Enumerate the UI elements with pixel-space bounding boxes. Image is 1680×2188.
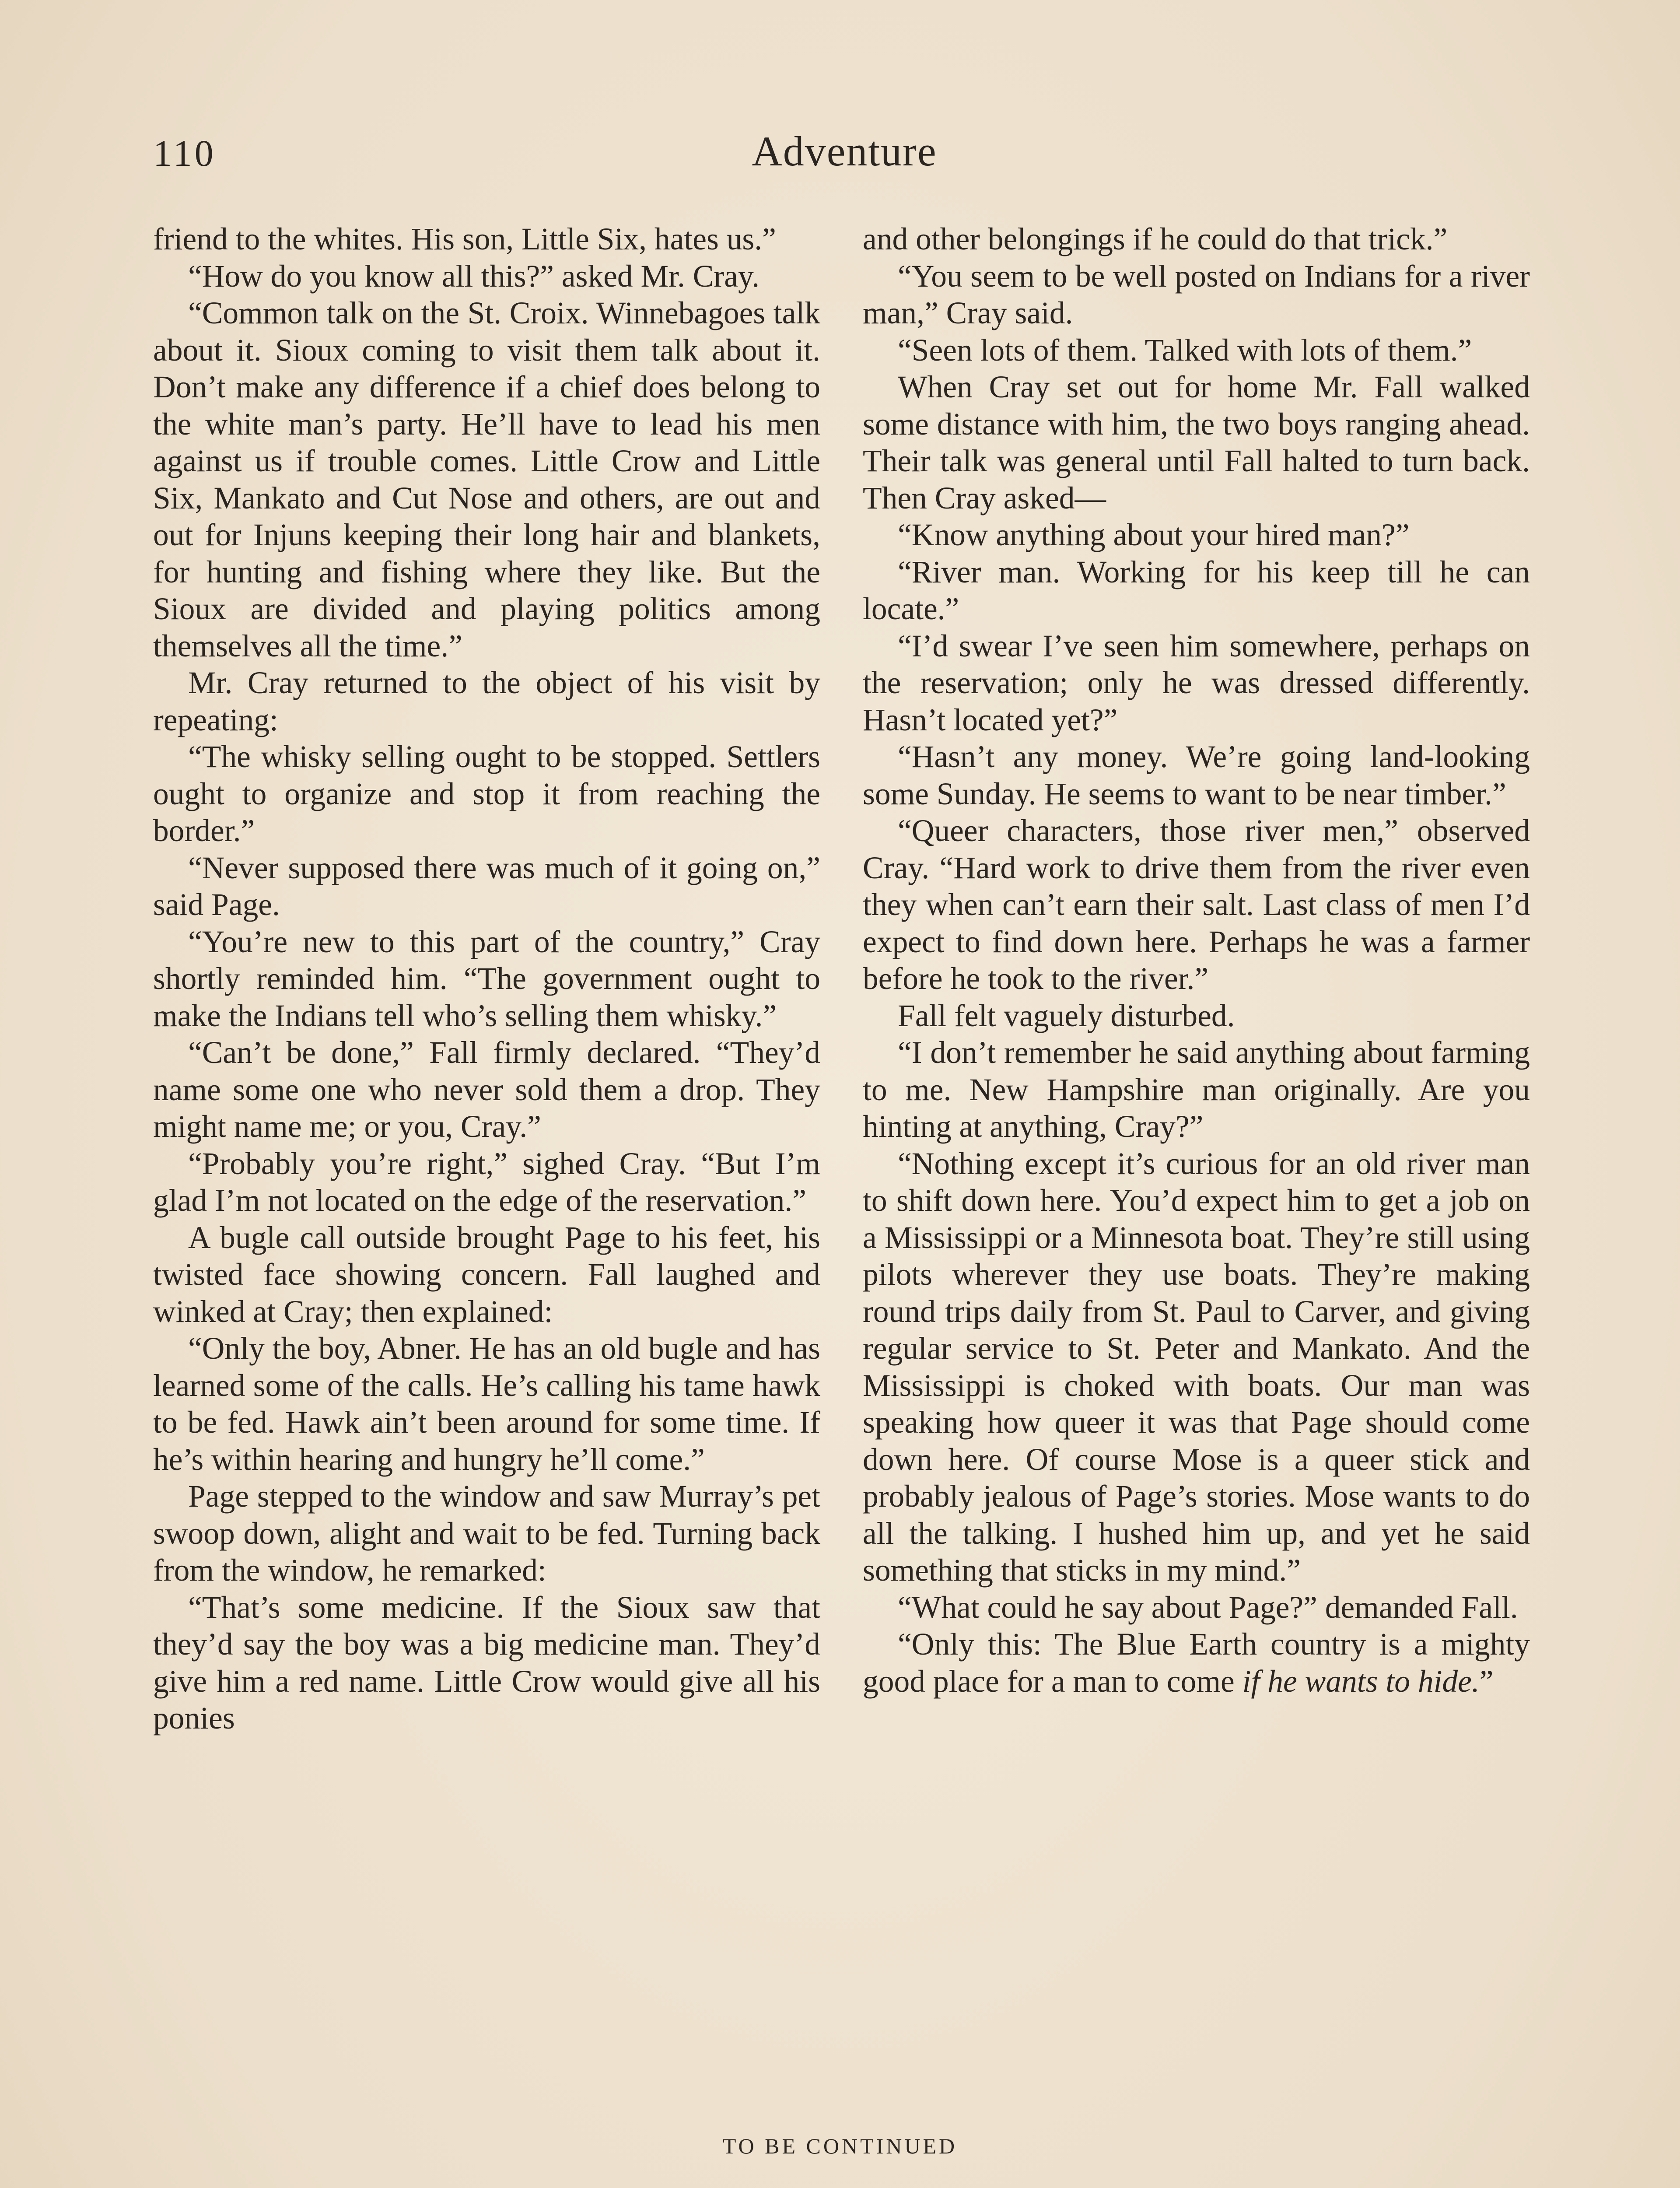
right-column-paragraph (863, 1034, 1530, 1146)
paragraph-text: “River man. Working for his keep till he can locate.” (863, 554, 1530, 626)
paragraph-text: When Cray set out for home Mr. Fall walked some distance with him, the two boys ranging ahead. Their talk was general until Fall halted to turn back. Then Cray asked— (863, 370, 1530, 515)
paragraph-text: “Only this: The Blue Earth country is a mighty good place for a man to come (863, 1627, 1530, 1699)
paragraph-text: Page stepped to the window and saw Murray’s pet swoop down, alight and wait to be fed. Turning back from the window, he remarked: (153, 1479, 820, 1588)
paragraph-text: “You seem to be well posted on Indians for a river man,” Cray said. (863, 259, 1530, 330)
right-column-paragraph (863, 1146, 1530, 1589)
paragraph-text: “What could he say about Page?” demanded Fall. (898, 1590, 1518, 1625)
left-column-paragraph (153, 221, 820, 258)
right-column-paragraph (863, 628, 1530, 739)
right-column-paragraph (863, 369, 1530, 517)
paragraph-text: “You’re new to this part of the country,” Cray shortly reminded him. “The government ought to make the Indians tell who’s selling them whisky.” (153, 924, 820, 1033)
paragraph-text: and other belongings if he could do that trick.” (863, 222, 1448, 256)
paragraph-text: “I don’t remember he said anything about farming to me. New Hampshire man originally. Are you hinting at anything, Cray?” (863, 1035, 1530, 1144)
paragraph-text: “Probably you’re right,” sighed Cray. “But I’m glad I’m not located on the edge of the reservation.” (153, 1146, 820, 1218)
left-text-column (153, 221, 820, 1737)
paragraph-text: “Nothing except it’s curious for an old river man to shift down here. You’d expect him to get a job on a Mississippi or a Minnesota boat. They’re still using pilots wherever they use boats. They’re making round trips daily from St. Paul to Carver, and giving regular service to St. Peter and Mankato. And the Mississippi is choked with boats. Our man was speaking how queer it was that Page should come down here. Of course Mose is a queer stick and probably jealous of Page’s stories. Mose wants to do all the talking. I hushed him up, and yet he said something that sticks in my mind.” (863, 1146, 1530, 1588)
paragraph-text: “Seen lots of them. Talked with lots of them.” (898, 333, 1472, 368)
page-number: 110 (153, 132, 216, 174)
paragraph-text: A bugle call outside brought Page to his feet, his twisted face showing concern. Fall laughed and winked at Cray; then explained: (153, 1220, 820, 1329)
right-column-paragraph (863, 998, 1530, 1035)
paragraph-closing-quote: ” (1479, 1664, 1494, 1699)
paragraph-text: Fall felt vaguely disturbed. (898, 998, 1235, 1033)
left-column-paragraph (153, 1478, 820, 1589)
right-column-paragraph (863, 258, 1530, 332)
paragraph-text: “Hasn’t any money. We’re going land-looking some Sunday. He seems to want to be near timber.” (863, 740, 1530, 811)
right-column-paragraph (863, 221, 1530, 258)
left-column-paragraph (153, 1330, 820, 1478)
paragraph-text: “The whisky selling ought to be stopped. Settlers ought to organize and stop it from reaching the border.” (153, 740, 820, 848)
right-column-paragraph (863, 739, 1530, 813)
paragraph-text: “Can’t be done,” Fall firmly declared. “They’d name some one who never sold them a drop. They might name me; or you, Cray.” (153, 1035, 820, 1144)
running-title: Adventure (752, 128, 937, 175)
paragraph-italic-text: if he wants to hide. (1242, 1664, 1480, 1699)
right-column-paragraph (863, 1626, 1530, 1700)
paragraph-text: friend to the whites. His son, Little Six, hates us.” (153, 222, 776, 256)
paragraph-text: “Common talk on the St. Croix. Winnebagoes talk about it. Sioux coming to visit them talk about it. Don’t make any difference if a chief does belong to the white man’s party. He’ll have to lead his men against us if trouble comes. Little Crow and Little Six, Mankato and Cut Nose and others, are out and out for Injuns keeping their long hair and blankets, for hunting and fishing where they like. But the Sioux are divided and playing politics among themselves all the time.” (153, 296, 820, 663)
right-column-paragraph (863, 813, 1530, 998)
paragraph-text: “Only the boy, Abner. He has an old bugle and has learned some of the calls. He’s calling his tame hawk to be fed. Hawk ain’t been around for some time. If he’s within hearing and hungry he’ll come.” (153, 1331, 820, 1477)
right-column-paragraph (863, 332, 1530, 369)
left-column-paragraph (153, 850, 820, 924)
left-column-paragraph (153, 1220, 820, 1331)
to-be-continued: TO BE CONTINUED (722, 2134, 958, 2158)
left-column-paragraph (153, 1146, 820, 1220)
left-column-paragraph (153, 1034, 820, 1146)
paragraph-text: “How do you know all this?” asked Mr. Cray. (188, 259, 760, 294)
left-column-paragraph (153, 1589, 820, 1737)
page-header (153, 127, 1536, 188)
right-column-paragraph (863, 1589, 1530, 1627)
right-text-column (863, 221, 1530, 1700)
paragraph-text: “Queer characters, those river men,” observed Cray. “Hard work to drive them from the river even they when can’t earn their salt. Last class of men I’d expect to find down here. Perhaps he was a farmer before he took to the river.” (863, 813, 1530, 996)
left-column-paragraph (153, 739, 820, 850)
paragraph-text: Mr. Cray returned to the object of his visit by repeating: (153, 666, 820, 737)
right-column-paragraph (863, 554, 1530, 628)
right-column-paragraph (863, 517, 1530, 554)
left-column-paragraph (153, 924, 820, 1035)
paragraph-text: “I’d swear I’ve seen him somewhere, perhaps on the reservation; only he was dressed differently. Hasn’t located yet?” (863, 628, 1530, 737)
paragraph-text: “Know anything about your hired man?” (898, 518, 1410, 552)
left-column-paragraph (153, 258, 820, 295)
paragraph-text: “That’s some medicine. If the Sioux saw that they’d say the boy was a big medicine man. They’d give him a red name. Little Crow would give all his ponies (153, 1590, 820, 1736)
left-column-paragraph (153, 665, 820, 739)
paragraph-text: “Never supposed there was much of it going on,” said Page. (153, 850, 820, 922)
left-column-paragraph (153, 295, 820, 665)
